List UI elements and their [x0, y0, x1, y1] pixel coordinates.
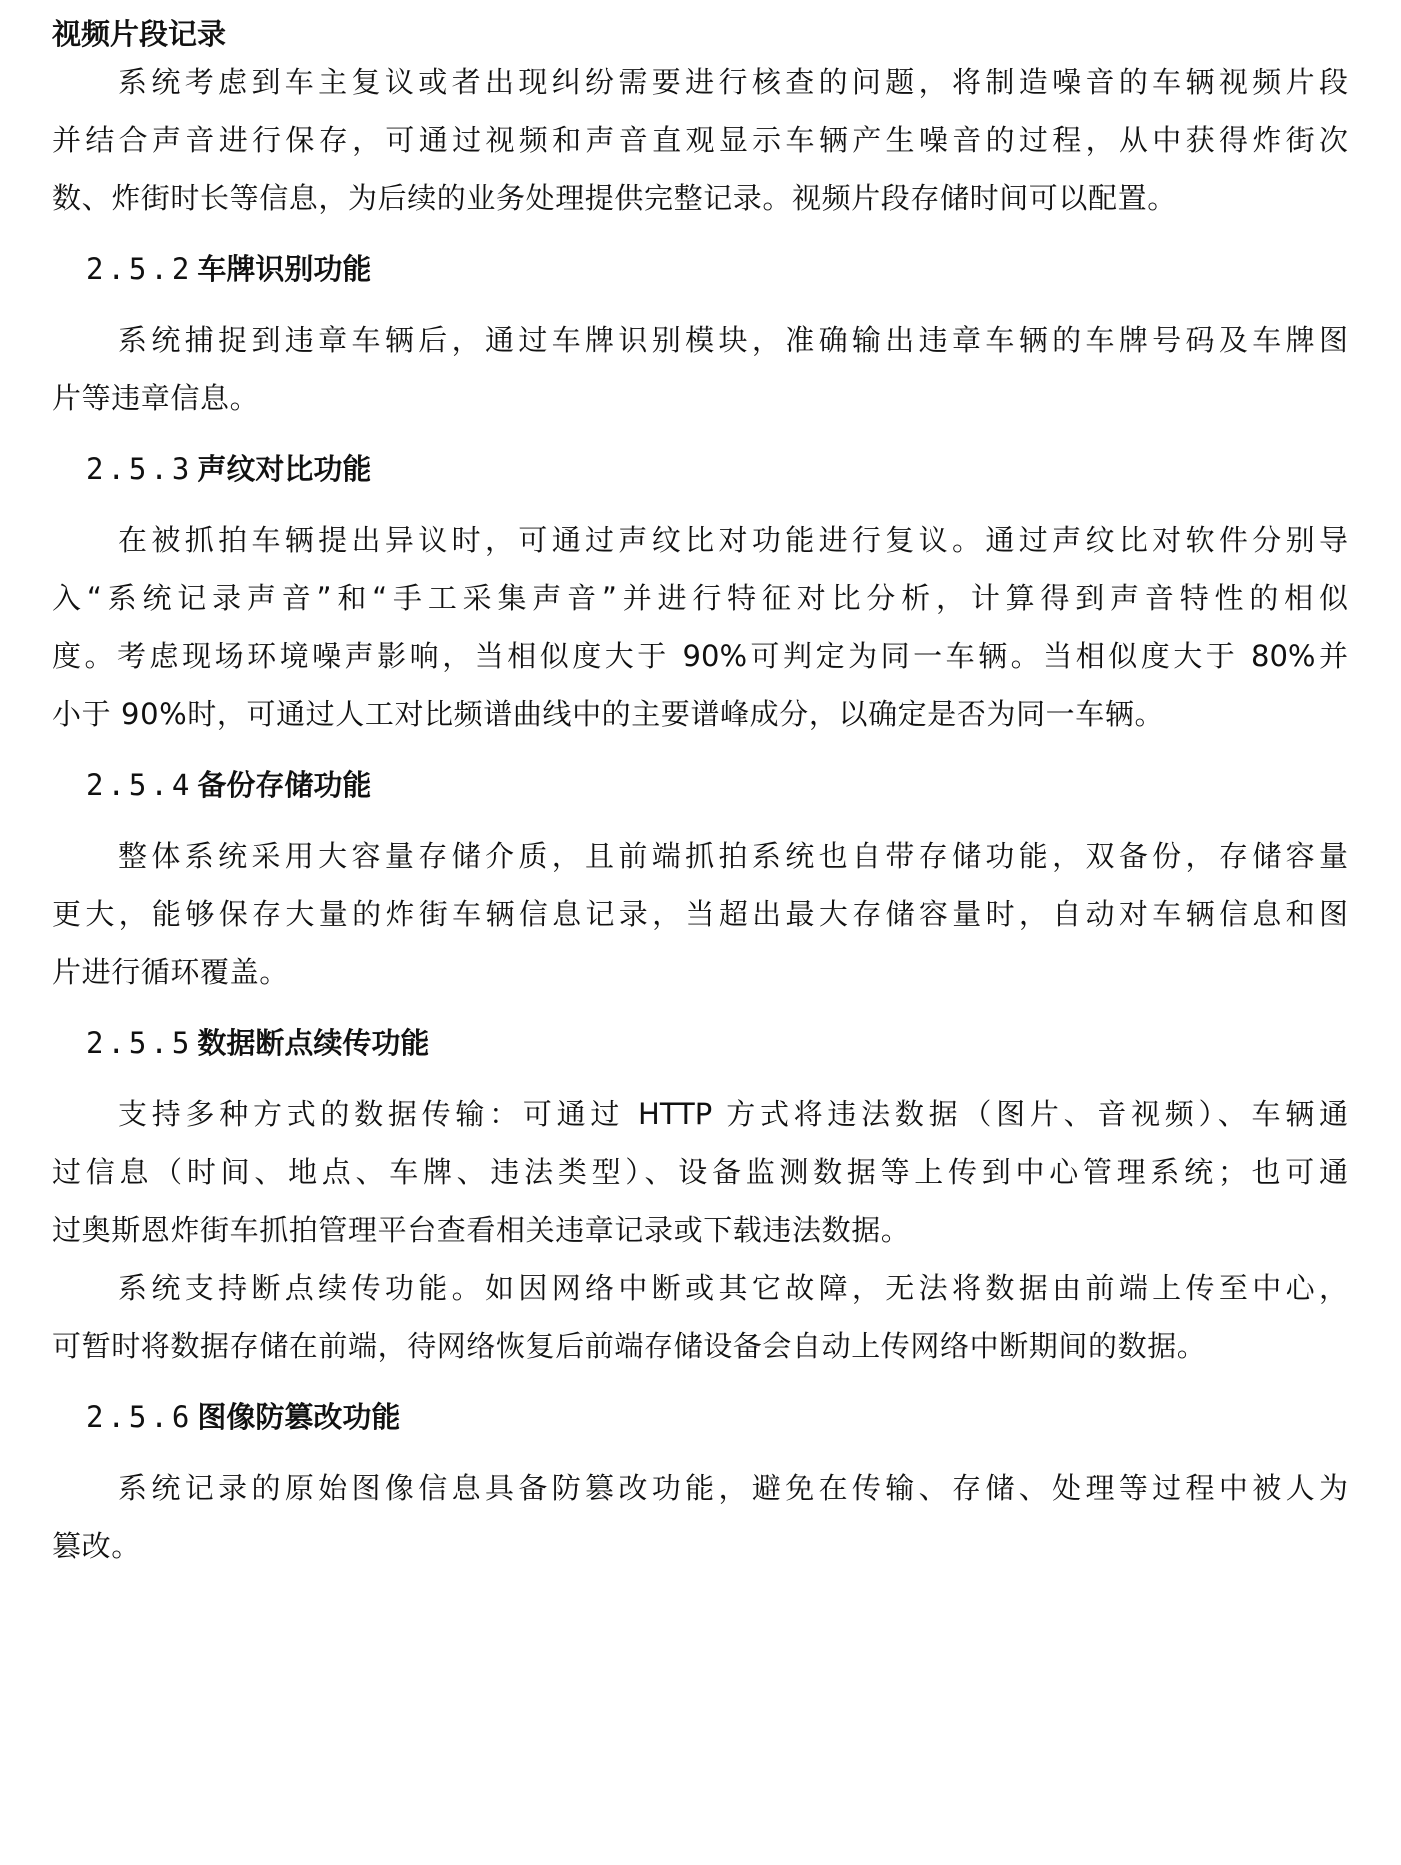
section-heading-2-5-2 — [86, 249, 371, 289]
paragraph-line: 小于 90%时，可通过人工对比频谱曲线中的主要谱峰成分，以确定是否为同一车辆。 — [52, 697, 1165, 731]
paragraph-line: 片进行循环覆盖。 — [52, 955, 289, 989]
section-number: 2.5.6 — [86, 1400, 194, 1434]
paragraph-line: 系统考虑到车主复议或者出现纠纷需要进行核查的问题，将制造噪音的车辆视频片段 — [118, 65, 1348, 99]
section-number: 2.5.4 — [86, 768, 194, 802]
section-title: 图像防篡改功能 — [197, 1400, 401, 1434]
paragraph-line: 可暂时将数据存储在前端，待网络恢复后前端存储设备会自动上传网络中断期间的数据。 — [52, 1329, 1207, 1363]
paragraph-line: 篡改。 — [52, 1529, 141, 1563]
paragraph-line: 过信息（时间、地点、车牌、违法类型）、设备监测数据等上传到中心管理系统；也可通 — [52, 1155, 1348, 1189]
paragraph-line: 过奥斯恩炸街车抓拍管理平台查看相关违章记录或下载违法数据。 — [52, 1213, 911, 1247]
paragraph-line: 更大，能够保存大量的炸街车辆信息记录，当超出最大存储容量时，自动对车辆信息和图 — [52, 897, 1348, 931]
paragraph-line: 片等违章信息。 — [52, 381, 260, 415]
paragraph-line: 度。考虑现场环境噪声影响，当相似度大于 90%可判定为同一车辆。当相似度大于 80%并 — [52, 639, 1348, 673]
section-number: 2.5.5 — [86, 1026, 194, 1060]
section-title: 车牌识别功能 — [197, 252, 372, 286]
section-number: 2.5.2 — [86, 252, 194, 286]
heading-video-clip-record: 视频片段记录 — [52, 17, 227, 51]
section-title: 声纹对比功能 — [197, 452, 372, 486]
section-number: 2.5.3 — [86, 452, 194, 486]
paragraph-line: 整体系统采用大容量存储介质，且前端抓拍系统也自带存储功能，双备份，存储容量 — [118, 839, 1348, 873]
paragraph-line: 数、炸街时长等信息，为后续的业务处理提供完整记录。视频片段存储时间可以配置。 — [52, 181, 1177, 215]
section-title: 备份存储功能 — [197, 768, 372, 802]
paragraph-line: 系统捕捉到违章车辆后，通过车牌识别模块，准确输出违章车辆的车牌号码及车牌图 — [118, 323, 1348, 357]
paragraph-line: 支持多种方式的数据传输：可通过 HTTP 方式将违法数据（图片、音视频）、车辆通 — [118, 1097, 1348, 1131]
paragraph-line: 系统记录的原始图像信息具备防篡改功能，避免在传输、存储、处理等过程中被人为 — [118, 1471, 1348, 1505]
section-heading-2-5-5 — [86, 1023, 429, 1063]
section-title: 数据断点续传功能 — [197, 1026, 430, 1060]
section-heading-2-5-4 — [86, 765, 371, 805]
section-heading-2-5-3 — [86, 449, 371, 489]
paragraph-line: 系统支持断点续传功能。如因网络中断或其它故障，无法将数据由前端上传至中心， — [118, 1271, 1348, 1305]
section-heading-2-5-6 — [86, 1397, 400, 1437]
paragraph-line: 并结合声音进行保存，可通过视频和声音直观显示车辆产生噪音的过程，从中获得炸街次 — [52, 123, 1348, 157]
paragraph-line: 在被抓拍车辆提出异议时，可通过声纹比对功能进行复议。通过声纹比对软件分别导 — [118, 523, 1348, 557]
paragraph-line: 入“系统记录声音”和“手工采集声音”并进行特征对比分析，计算得到声音特性的相似 — [52, 581, 1348, 615]
